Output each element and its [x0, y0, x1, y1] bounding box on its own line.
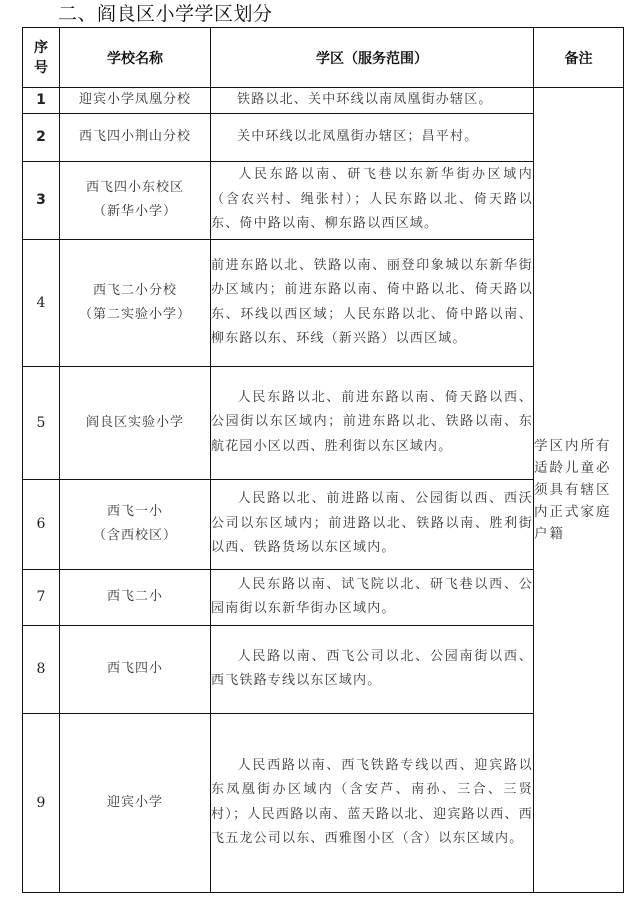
- range-text: 人民西路以南、西飞铁路专线以西、迎宾路以东凤凰街办区域内（含安芦、南孙、三合、三贤村）；人民西路以南、蓝天路以北、迎宾路以西、西飞五龙公司以东、西雅图小区（含）以东区域内。: [211, 757, 533, 846]
- header-seq-line2: 号: [34, 59, 48, 76]
- school-name: 西飞一小: [106, 504, 163, 519]
- note-text: 学区内所有适龄儿童必须具有辖区内正式家庭户籍: [534, 437, 612, 542]
- table-header-row: [23, 28, 624, 88]
- row-range: [211, 479, 534, 569]
- row-range: [211, 239, 534, 366]
- range-text: 人民东路以北、前进东路以南、倚天路以西、公园街以东区域内；前进东路以北、铁路以南、东航花园小区以西、胜利街以东区域内。: [211, 389, 533, 454]
- row-range: [211, 713, 534, 892]
- note-cell: [534, 88, 624, 893]
- header-note: 备注: [534, 28, 624, 88]
- row-range: [211, 569, 534, 625]
- row-school: [60, 161, 211, 239]
- header-school: 学校名称: [60, 28, 211, 88]
- table-row: [23, 569, 624, 625]
- range-text: 关中环线以北凤凰街办辖区；昌平村。: [237, 128, 479, 144]
- school-name: 西飞四小东校区: [85, 180, 184, 195]
- row-seq: 6: [23, 479, 60, 569]
- header-seq-line1: 序: [34, 39, 48, 56]
- school-name-sub: （含西校区）: [92, 528, 177, 543]
- row-school: [60, 625, 211, 713]
- row-seq: 3: [23, 161, 60, 239]
- row-seq: 5: [23, 366, 60, 479]
- school-name: 迎宾小学凤凰分校: [78, 92, 191, 108]
- row-school: [60, 713, 211, 892]
- row-seq: 4: [23, 239, 60, 366]
- row-range: [211, 113, 534, 161]
- row-seq: 9: [23, 713, 60, 892]
- range-text: 人民路以北、前进路以南、公园街以西、西沃公司以东区域内；前进路以北、铁路以南、胜利街以西、铁路货场以东区域内。: [211, 491, 533, 556]
- school-district-table: [22, 27, 624, 893]
- row-school: [60, 479, 211, 569]
- school-name: 迎宾小学: [106, 794, 163, 810]
- row-seq: 1: [23, 88, 60, 114]
- row-school: [60, 569, 211, 625]
- table-row: [23, 713, 624, 892]
- table-row: [23, 161, 624, 239]
- table-row: [23, 239, 624, 366]
- row-range: [211, 625, 534, 713]
- row-school: [60, 239, 211, 366]
- row-school: [60, 113, 211, 161]
- row-range: [211, 161, 534, 239]
- header-seq: [23, 28, 60, 88]
- school-name: 西飞二小: [106, 589, 163, 604]
- range-text: 人民路以南、西飞公司以北、公园南街以西、西飞铁路专线以东区域内。: [211, 648, 533, 688]
- section-title: 二、阎良区小学学区划分: [58, 3, 273, 25]
- table-row: [23, 88, 624, 114]
- school-name: 西飞四小荆山分校: [78, 129, 191, 144]
- range-text: 前进东路以北、铁路以南、丽登印象城以东新华街办区域内；前进东路以南、倚中路以北、倚天路以东、环线以西区域；人民东路以北、倚中路以南、柳东路以东、环线（新兴路）以西区域。: [211, 257, 533, 346]
- school-name: 西飞四小: [106, 661, 163, 676]
- row-range: [211, 88, 534, 114]
- row-seq: 2: [23, 113, 60, 161]
- row-seq: 7: [23, 569, 60, 625]
- school-name: 阎良区实验小学: [85, 414, 184, 430]
- header-range: 学区（服务范围）: [211, 28, 534, 88]
- table-row: [23, 113, 624, 161]
- row-range: [211, 366, 534, 479]
- school-name-sub: （第二实验小学）: [78, 306, 191, 322]
- row-school: [60, 366, 211, 479]
- table-row: [23, 625, 624, 713]
- school-name: 西飞二小分校: [92, 282, 177, 298]
- row-school: [60, 88, 211, 114]
- range-text: 铁路以北、关中环线以南凤凰街办辖区。: [237, 92, 493, 107]
- row-seq: 8: [23, 625, 60, 713]
- school-name-sub: （新华小学）: [92, 204, 177, 219]
- range-text: 人民东路以南、试飞院以北、研飞巷以西、公园南街以东新华街办区域内。: [211, 576, 533, 616]
- range-text: 人民东路以南、研飞巷以东新华街办区域内（含农兴村、绳张村）；人民东路以北、倚天路以东、倚中路以南、柳东路以西区域。: [211, 167, 533, 232]
